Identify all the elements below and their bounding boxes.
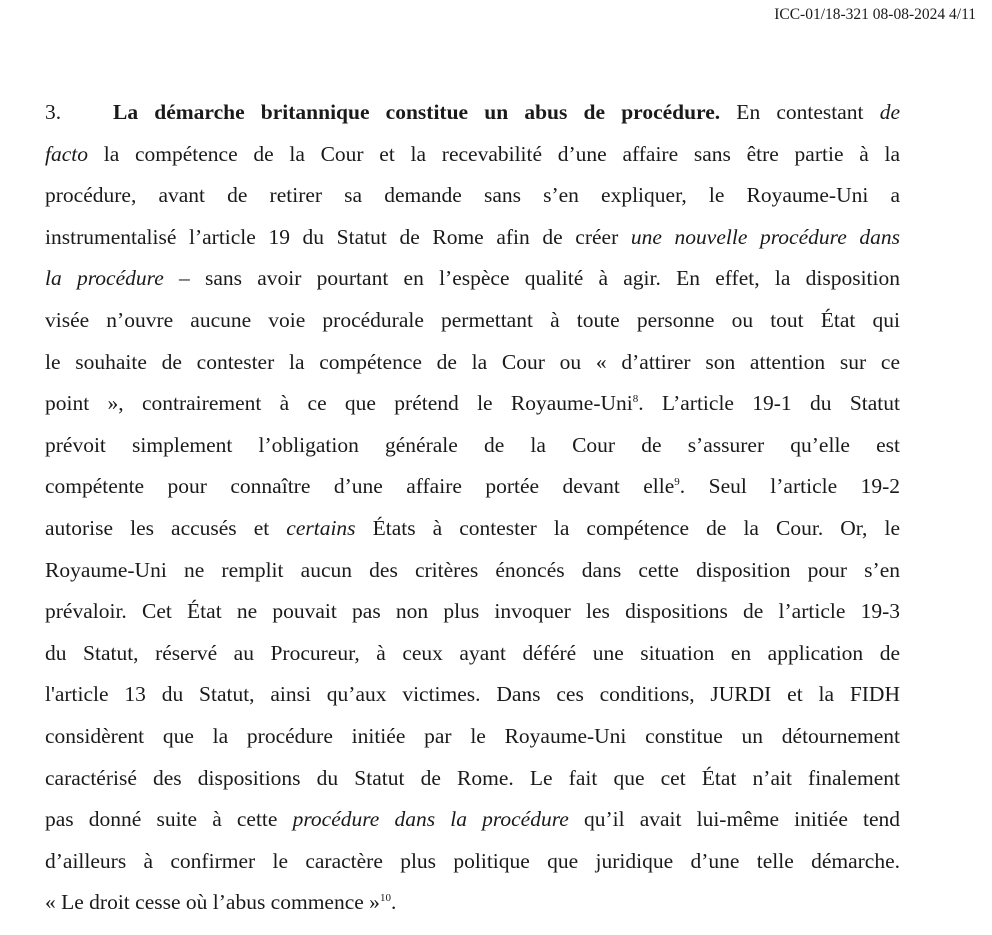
paragraph-line: d’ailleurs à confirmer le caractère plus politique que juridique d’une telle démarche. [45, 848, 900, 873]
text-span: qu’il avait lui-même initiée tend [568, 807, 901, 832]
paragraph-line: Royaume-Uni ne remplit aucun des critères énoncés dans cette disposition pour s’en [45, 557, 900, 582]
paragraph-line: le souhaite de contester la compétence de la Cour ou « d’attirer son attention sur ce [45, 349, 900, 374]
footnote-ref-10[interactable]: 10 [379, 892, 391, 905]
document-reference-header: ICC-01/18-321 08-08-2024 4/11 [774, 6, 976, 23]
paragraph-line [45, 97, 900, 139]
text-span: En contestant [720, 100, 880, 124]
paragraph-line [45, 513, 900, 555]
text-span: pas donné suite à cette [45, 807, 293, 832]
text-span: . Seul l’article 19-2 [679, 474, 900, 499]
italic-text: de [879, 100, 900, 124]
paragraph-number: 3. [45, 100, 62, 124]
paragraph-line [45, 263, 900, 305]
paragraph-line [45, 471, 900, 513]
paragraph-line: visée n’ouvre aucune voie procédurale permettant à toute personne ou tout État qui [45, 307, 900, 332]
paragraph-line: l'article 13 du Statut, ainsi qu’aux victimes. Dans ces conditions, JURDI et la FIDH [45, 682, 900, 707]
paragraph-line: considèrent que la procédure initiée par le Royaume-Uni constitue un détournement [45, 723, 900, 748]
document-body [45, 97, 900, 929]
paragraph-line [45, 388, 900, 430]
paragraph-line [45, 887, 900, 929]
text-span: point », contrairement à ce que prétend le Royaume-Uni [45, 391, 633, 416]
paragraph-line [45, 804, 900, 846]
italic-text: certains [286, 515, 356, 540]
text-span: – sans avoir pourtant en l’espèce qualité à agir. En effet, la disposition [163, 266, 900, 291]
paragraph-line: prévaloir. Cet État ne pouvait pas non plus invoquer les dispositions de l’article 19-3 [45, 599, 900, 624]
paragraph-line: prévoit simplement l’obligation générale de la Cour de s’assurer qu’elle est [45, 432, 900, 457]
italic-text: la procédure [45, 266, 164, 291]
text-span: compétente pour connaître d’une affaire portée devant elle [45, 474, 675, 499]
paragraph-line: caractérisé des dispositions du Statut de Rome. Le fait que cet État n’ait finalement [45, 765, 900, 790]
italic-text: procédure dans la procédure [292, 807, 569, 832]
footnote-ref-8[interactable]: 8 [632, 393, 639, 406]
text-span: . [390, 890, 397, 915]
footnote-ref-9[interactable]: 9 [674, 476, 680, 489]
quotation: « Le droit cesse où l’abus commence » [45, 890, 380, 915]
text-span: États à contester la compétence de la Cour. Or, le [355, 515, 900, 540]
text-span: autorise les accusés et [45, 515, 287, 540]
paragraph-line: du Statut, réservé au Procureur, à ceux ayant déféré une situation en application de [45, 640, 900, 665]
text-span: . L’article 19-1 du Statut [638, 391, 900, 416]
paragraph-line: procédure, avant de retirer sa demande sans s’en expliquer, le Royaume-Uni a [45, 183, 900, 208]
paragraph-heading: La démarche britannique constitue un abus de procédure. [113, 100, 721, 124]
text-span: la compétence de la Cour et la recevabilité d’une affaire sans être partie à la [88, 141, 900, 166]
italic-text: facto [45, 141, 88, 166]
italic-text: une nouvelle procédure dans [630, 224, 900, 249]
text-span: instrumentalisé l’article 19 du Statut de Rome afin de créer [45, 224, 631, 249]
paragraph-line [45, 139, 900, 181]
paragraph-line [45, 222, 900, 264]
